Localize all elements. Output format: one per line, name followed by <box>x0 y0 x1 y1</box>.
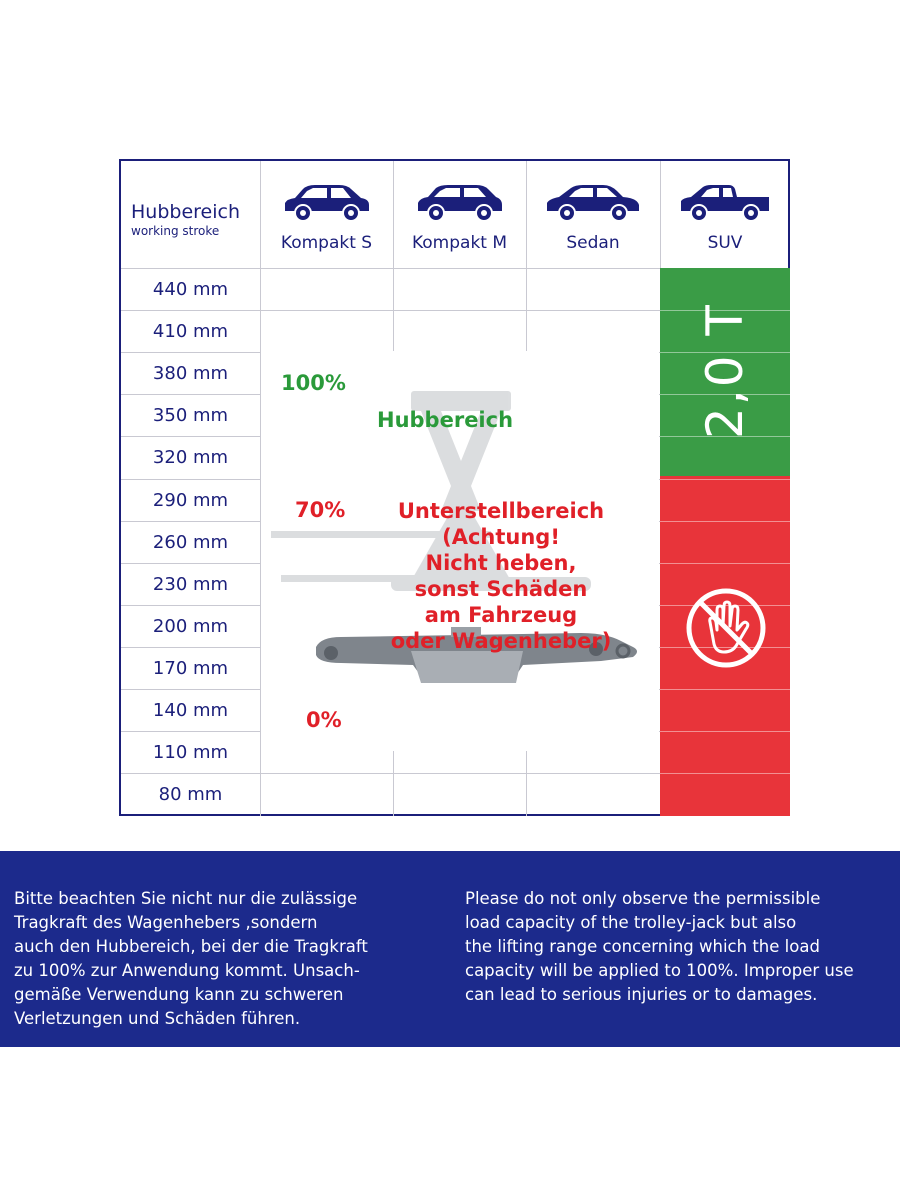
row-label: 320 mm <box>152 447 229 469</box>
column-sedan <box>526 161 660 268</box>
row-label: 110 mm <box>152 742 229 764</box>
notice-line: auch den Hubbereich, bei der die Tragkraft <box>14 937 368 956</box>
notice-line: Tragkraft des Wagenhebers ,sondern <box>14 913 318 932</box>
column-label: Sedan <box>566 233 620 253</box>
suv-grid-line <box>660 563 790 564</box>
notice-line: capacity will be applied to 100%. Improper use <box>465 961 854 980</box>
grid-line <box>121 268 660 269</box>
info-band <box>0 851 900 1047</box>
notice-line: can lead to serious injuries or to damages. <box>465 985 818 1004</box>
warning-line: am Fahrzeug <box>424 603 578 627</box>
column-label: SUV <box>707 233 743 253</box>
column-suv <box>660 161 790 268</box>
warning-line: Nicht heben, <box>425 551 577 575</box>
suv-grid-line <box>660 521 790 522</box>
warning-line: Unterstellbereich <box>397 499 605 523</box>
notice-line: Bitte beachten Sie nicht nur die zulässige <box>14 889 358 908</box>
pct-70-label: 70% <box>295 498 346 522</box>
grid-line <box>121 773 660 774</box>
lifting-range-chart <box>119 159 790 816</box>
notice-line: Please do not only observe the permissible <box>465 889 821 908</box>
row-label: 80 mm <box>158 784 223 806</box>
warning-line: sonst Schäden <box>414 577 588 601</box>
capacity-value: 2,0 T <box>696 303 755 439</box>
header-subtitle: working stroke <box>131 224 220 238</box>
warning-line: oder Wagenheber) <box>390 629 612 653</box>
column-label: Kompakt S <box>280 233 373 253</box>
support-range-warning <box>351 498 651 654</box>
grid-line <box>660 161 661 268</box>
row-label: 200 mm <box>152 615 229 637</box>
no-hand-lifting-icon <box>684 586 768 670</box>
column-label: Kompakt M <box>411 233 508 253</box>
notice-line: gemäße Verwendung kann zu schweren <box>14 985 344 1004</box>
notice-line: load capacity of the trolley-jack but also <box>465 913 797 932</box>
grid-line <box>526 161 527 268</box>
row-label: 380 mm <box>152 363 229 385</box>
grid-line <box>121 310 660 311</box>
suv-grid-line <box>660 773 790 774</box>
german-notice <box>14 887 444 1031</box>
grid-line <box>393 161 394 268</box>
row-label: 140 mm <box>152 700 229 721</box>
warning-line: (Achtung! <box>442 525 560 549</box>
row-label: 440 mm <box>152 279 229 300</box>
pct-100-label: 100% <box>281 371 346 395</box>
suv-grid-line <box>660 731 790 732</box>
column-kompakt-s <box>260 161 393 268</box>
sedan-car-icon <box>545 183 641 223</box>
hatchback-car-icon <box>281 183 373 223</box>
row-label: 230 mm <box>152 573 229 595</box>
pickup-suv-icon <box>679 183 771 223</box>
row-label: 410 mm <box>152 321 229 343</box>
row-label: 350 mm <box>152 405 229 427</box>
row-label: 260 mm <box>152 531 229 553</box>
notice-line: Verletzungen und Schäden führen. <box>14 1009 301 1028</box>
notice-line: the lifting range concerning which the load <box>465 937 820 956</box>
hatchback-car-icon <box>414 183 506 223</box>
row-label: 290 mm <box>152 489 229 511</box>
suv-grid-line <box>660 689 790 690</box>
suv-grid-line <box>660 479 790 480</box>
lift-range-label: Hubbereich <box>377 408 514 432</box>
header-title-cell <box>121 161 260 268</box>
english-notice <box>465 887 895 1007</box>
header-title: Hubbereich <box>131 201 240 223</box>
pct-0-label: 0% <box>306 708 342 732</box>
capacity-label <box>660 303 790 439</box>
column-kompakt-m <box>393 161 526 268</box>
row-label: 170 mm <box>152 657 229 679</box>
notice-line: zu 100% zur Anwendung kommt. Unsach- <box>14 961 360 980</box>
